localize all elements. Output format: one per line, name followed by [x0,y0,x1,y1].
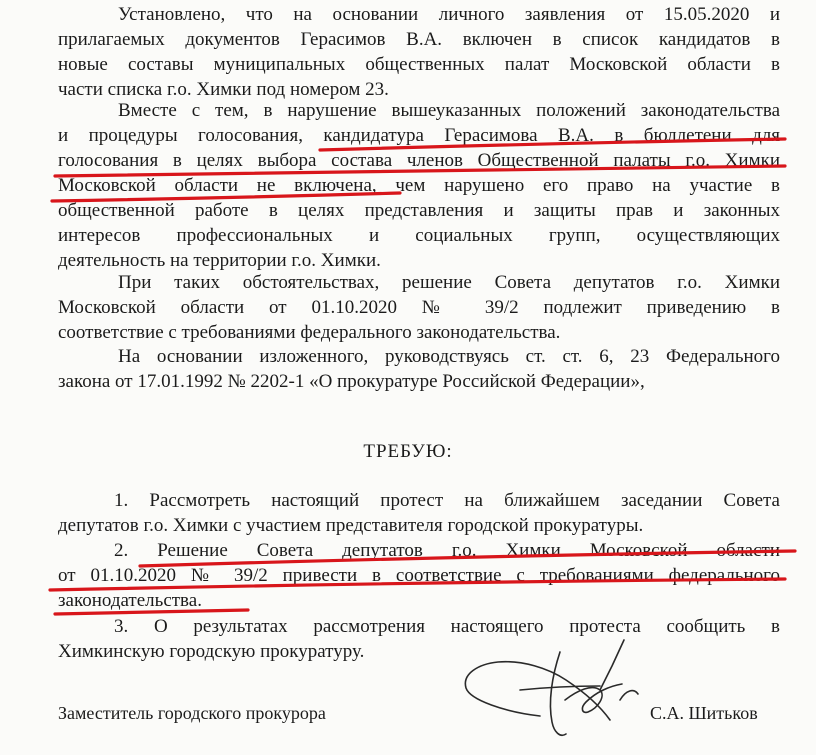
signatory-position: Заместитель городского прокурора [58,703,326,723]
text-line: 2. Решение Совета депутатов г.о. Химки Московской области [114,540,780,561]
text-line: Установлено, что на основании личного заявления от 15.05.2020 и [118,4,780,25]
text-line: голосования в целях выбора состава членов Общественной палаты г.о. Химки [58,150,780,171]
text-line: и процедуры голосования, кандидатура Герасимова В.А. в бюллетени для [58,125,780,146]
text-line: законодательства. [58,590,202,611]
demand-heading: ТРЕБУЮ: [363,441,453,462]
demand-item-3 [58,614,780,664]
text-line: части списка г.о. Химки под номером 23. [58,79,389,100]
text-line: Химкинскую городскую прокуратуру. [58,641,365,662]
signatory-name: С.А. Шитьков [650,703,758,723]
text-line: На основании изложенного, руководствуясь ст. ст. 6, 23 Федерального [118,346,780,367]
paragraph-violation [58,98,780,273]
paragraph-established [58,2,780,102]
text-line: Вместе с тем, в нарушение вышеуказанных положений законодательства [118,100,780,121]
paragraph-basis [58,344,780,394]
text-line: Московской области от 01.10.2020 № 39/2 подлежит приведению в [58,297,780,318]
text-line: прилагаемых документов Герасимов В.А. включен в список кандидатов в [58,29,780,50]
text-line: Московской области не включена, чем нарушено его право на участие в [58,175,780,196]
text-line: новые составы муниципальных общественных палат Московской области в [58,54,780,75]
text-line: закона от 17.01.1992 № 2202-1 «О прокуратуре Российской Федерации», [58,371,645,392]
text-line: интересов профессиональных и социальных групп, осуществляющих [58,225,780,246]
demand-item-1 [58,488,780,538]
demand-item-2 [58,538,780,613]
text-line: деятельность на территории г.о. Химки. [58,250,381,271]
text-line: При таких обстоятельствах, решение Совета депутатов г.о. Химки [118,272,780,293]
text-line: депутатов г.о. Химки с участием представителя городской прокуратуры. [58,515,644,536]
text-line: 1. Рассмотреть настоящий протест на ближайшем заседании Совета [114,490,780,511]
text-line: соответствие с требованиями федерального законодательства. [58,322,561,343]
paragraph-circumstances [58,270,780,345]
text-line: 3. О результатах рассмотрения настоящего протеста сообщить в [114,616,780,637]
text-line: от 01.10.2020 № 39/2 привести в соответствие с требованиями федерального [58,565,780,586]
text-line: общественной работе в целях представления и защиты прав и законных [58,200,780,221]
